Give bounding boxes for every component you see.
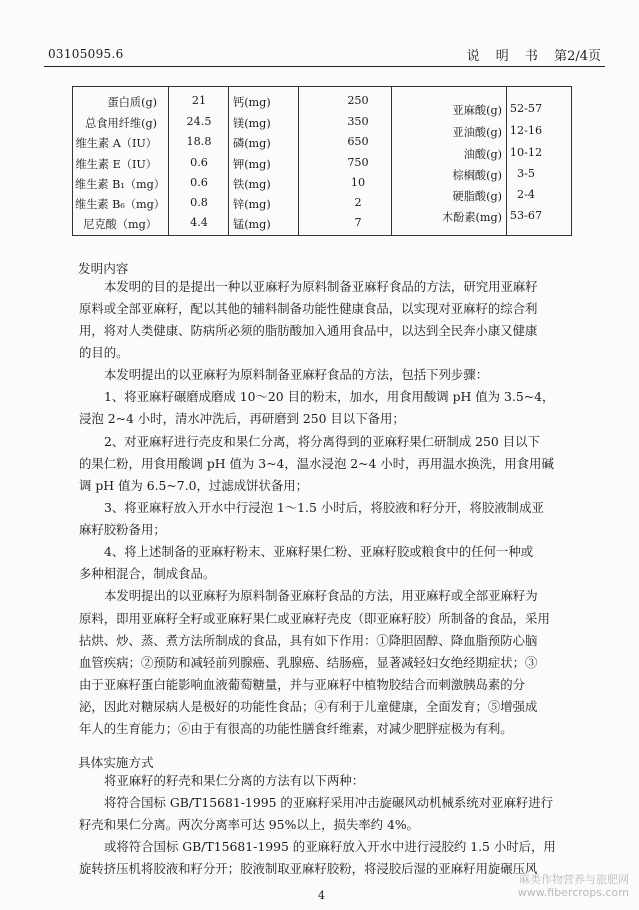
paragraph-line: 原料或全部亚麻籽，配以其他的辅料制备功能性健康食品，以实现对亚麻籽的综合利	[79, 301, 538, 316]
table-divider	[228, 87, 229, 235]
paragraph-line: 本发明的目的是提出一种以亚麻籽为原料制备亚麻籽食品的方法，研究用亚麻籽	[104, 279, 538, 294]
paragraph-line: 4、将上述制备的亚麻籽粉末、亚麻籽果仁粉、亚麻籽胶或粮食中的任何一种或	[104, 544, 534, 559]
mineral-name: 铁(mg)	[233, 178, 271, 191]
paragraph-line: 调 pH 值为 6.5~7.0，过滤成饼状备用；	[79, 478, 309, 493]
fatty-acid-value: 2-4	[516, 188, 536, 201]
nutrient-value: 21	[191, 94, 207, 107]
nutrient-value: 0.8	[190, 196, 208, 209]
paragraph-line: 3、将亚麻籽放入开水中行浸泡 1～1.5 小时后，将胶液和籽分开，将胶液制成亚	[104, 500, 544, 515]
nutrient-name: 维生素 A（IU）	[75, 137, 157, 150]
page-label: 第2/4页	[554, 49, 601, 64]
mineral-value: 2	[354, 196, 362, 209]
nutrient-value: 24.5	[186, 115, 212, 128]
fatty-acid-name: 油酸(g)	[463, 148, 502, 161]
watermark	[518, 873, 629, 901]
mineral-name: 镁(mg)	[233, 117, 271, 130]
paragraph-line: 麻籽胶粉备用；	[79, 522, 166, 537]
mineral-name: 锰(mg)	[233, 218, 271, 231]
nutrient-value: 18.8	[186, 135, 212, 148]
fatty-acid-name: 硬脂酸(g)	[452, 190, 502, 203]
fatty-acid-name: 亚麻酸(g)	[452, 104, 502, 117]
paragraph-line: 旋转挤压机将胶液和籽分开；胶液制取亚麻籽胶粉，将浸胶后湿的亚麻籽用旋碾压风	[79, 861, 538, 876]
fatty-acid-name: 木酚素(mg)	[441, 211, 502, 224]
nutrient-name: 维生素 B₁（mg）	[75, 178, 165, 191]
paragraph-line: 泌，因此对糖尿病人是极好的功能性食品；④有利于儿童健康，全面发育；⑤增强成	[79, 699, 538, 714]
fatty-acid-value: 10-12	[509, 146, 543, 159]
nutrient-name: 总食用纤维(g)	[85, 117, 157, 130]
mineral-value: 10	[350, 176, 366, 189]
paragraph-line: 1、将亚麻籽碾磨成磨成 10～20 目的粉末，加水，用食用酸调 pH 值为 3.5~4，	[104, 389, 555, 404]
mineral-name: 钾(mg)	[233, 158, 271, 171]
application-number: 03105095.6	[48, 47, 124, 61]
nutrient-name: 蛋白质(g)	[107, 96, 157, 109]
section-title-summary: 发明内容	[78, 261, 129, 276]
paragraph-line: 的目的。	[79, 345, 129, 360]
paragraph-line: 将亚麻籽的籽壳和果仁分离的方法有以下两种：	[104, 773, 365, 788]
paragraph-line: 多种相混合，制成食品。	[79, 566, 216, 581]
mineral-name: 钙(mg)	[233, 96, 271, 109]
nutrient-name: 维生素 E（IU）	[75, 158, 157, 171]
mineral-name: 锌(mg)	[233, 198, 271, 211]
fatty-acid-name: 亚油酸(g)	[452, 126, 502, 139]
table-divider	[298, 87, 299, 235]
page-header-right	[467, 45, 601, 64]
paragraph-line: 2、对亚麻籽进行壳皮和果仁分离，将分离得到的亚麻籽果仁研制成 250 目以下	[104, 434, 540, 449]
paragraph-line: 本发明提出的以亚麻籽为原料制备亚麻籽食品的方法，包括下列步骤：	[104, 367, 489, 382]
paragraph-line: 将符合国标 GB/T15681-1995 的亚麻籽采用冲击旋碾风动机械系统对亚麻籽进行	[104, 795, 554, 810]
watermark-line: 麻类作物营养与旅肥网	[519, 872, 629, 886]
mineral-value: 650	[347, 135, 369, 148]
fatty-acid-value: 52-57	[509, 102, 543, 115]
fatty-acid-name: 棕榈酸(g)	[452, 169, 502, 182]
mineral-value: 250	[347, 94, 369, 107]
nutrient-name: 尼克酸（mg）	[83, 218, 157, 231]
paragraph-line: 由于亚麻籽蛋白能影响血液葡萄糖量，并与亚麻籽中植物胶结合而刺激胰岛素的分	[79, 677, 526, 692]
nutrient-name: 维生素 B₆（mg）	[75, 198, 165, 211]
header-rule	[44, 66, 605, 67]
page-number: 4	[318, 889, 325, 902]
document-type: 说 明 书	[466, 49, 544, 64]
paragraph-line: 原料，即用亚麻籽全籽或亚麻籽果仁或亚麻籽壳皮（即亚麻籽胶）所制备的食品，采用	[79, 611, 550, 626]
mineral-value: 350	[347, 115, 369, 128]
paragraph-line: 或将符合国标 GB/T15681-1995 的亚麻籽放入开水中进行浸胶约 1.5 小时后，用	[104, 839, 556, 854]
paragraph-line: 籽壳和果仁分离。两次分离率可达 95%以上，损失率约 4%。	[79, 817, 420, 832]
paragraph-line: 拈烘、炒、蒸、煮方法所制成的食品，具有如下作用：①降胆固醇、降血脂预防心脑	[79, 633, 538, 648]
paragraph-line: 年人的生育能力；⑥由于有很高的功能性膳食纤维素，对减少肥胖症极为有利。	[79, 721, 513, 736]
fatty-acid-value: 53-67	[509, 209, 543, 222]
mineral-name: 磷(mg)	[233, 137, 271, 150]
fatty-acid-value: 3-5	[516, 167, 536, 180]
table-divider	[168, 87, 169, 235]
paragraph-line: 用，将对人类健康、防病所必须的脂肪酸加入通用食品中，以达到全民奔小康又健康	[79, 323, 538, 338]
paragraph-line: 血管疾病；②预防和减轻前列腺癌、乳腺癌、结肠癌，显著减轻妇女绝经期症状；③	[79, 655, 538, 670]
nutrition-table	[72, 86, 572, 236]
nutrient-value: 0.6	[190, 176, 208, 189]
mineral-value: 7	[354, 216, 362, 229]
nutrient-value: 4.4	[190, 216, 208, 229]
fatty-acid-value: 12-16	[509, 124, 543, 137]
watermark-line: www.fibercrops.com	[517, 886, 629, 900]
paragraph-line: 的果仁粉，用食用酸调 pH 值为 3~4，温水浸泡 2~4 小时，再用温水换洗，用食用碱	[79, 456, 554, 471]
nutrient-value: 0.6	[190, 156, 208, 169]
paragraph-line: 浸泡 2~4 小时，清水冲洗后，再研磨到 250 目以下备用；	[79, 411, 405, 426]
mineral-value: 750	[347, 156, 369, 169]
section-title-embodiment: 具体实施方式	[78, 755, 154, 770]
paragraph-line: 本发明提出的以亚麻籽为原料制备亚麻籽食品的方法，用亚麻籽或全部亚麻籽为	[104, 588, 538, 603]
